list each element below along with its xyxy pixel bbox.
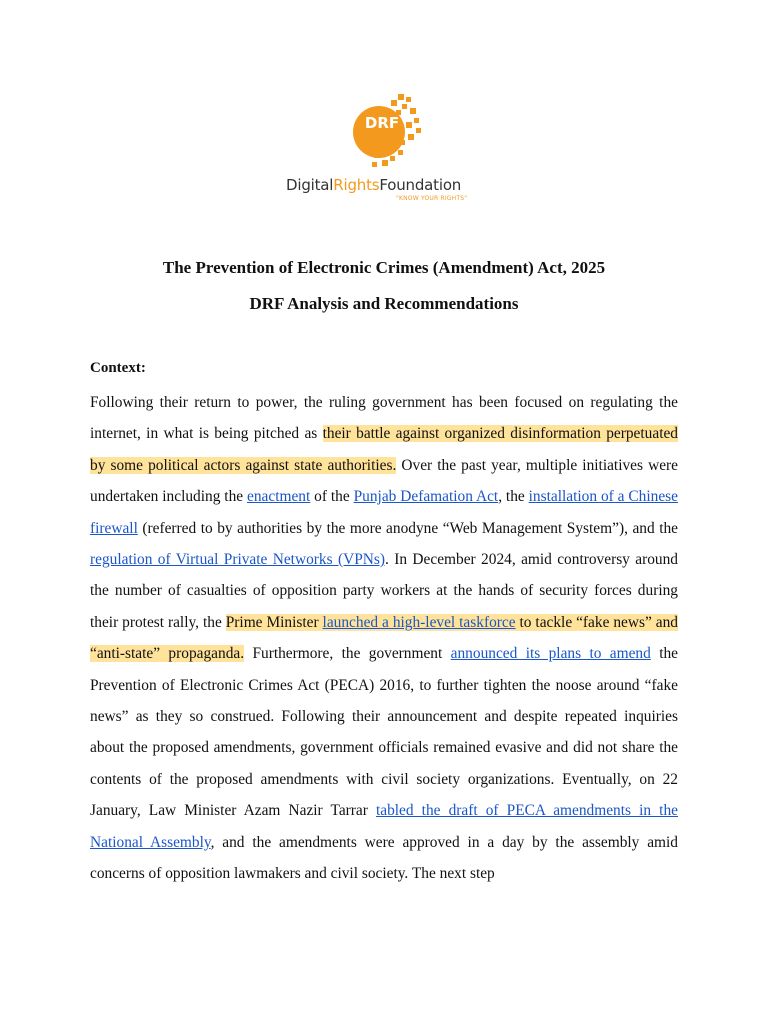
drf-logo-mark: [286, 92, 482, 176]
highlighted-text: their battle against organized disinformation perpetuated by some political actors against state authorities.: [90, 425, 678, 474]
paragraph-text: Following their return to power, the ruling government has been focused on regulating the internet, in what is being pitched as: [90, 394, 678, 443]
paragraph-text: , and the amendments were approved in a day by the assembly amid concerns of opposition lawmakers and civil society. The next step: [90, 833, 678, 883]
inline-link[interactable]: announced its plans to amend: [450, 645, 651, 663]
section-heading-context: Context:: [90, 360, 146, 376]
logo-wordmark: DigitalRightsFoundation: [286, 176, 462, 194]
inline-link[interactable]: enactment: [247, 488, 311, 506]
paragraph-text: the Prevention of Electronic Crimes Act (PECA) 2016, to further tighten the noose around “fake news” as they so construed. Following their announcement and despite repeated inquiries about the proposed amendments, government officials remained evasive and did not share the contents of the proposed amendments with civil society organizations. Eventually, on 22 January, Law Minister Azam Nazir Tarrar: [90, 645, 678, 820]
drf-logo: [286, 92, 482, 210]
paragraph-text: (referred to by authorities by the more anodyne “Web Management System”), and the: [137, 519, 678, 537]
logo-tagline: "KNOW YOUR RIGHTS": [396, 195, 468, 202]
highlighted-text: to tackle “fake news” and “anti-state” propaganda.: [90, 613, 678, 663]
inline-link[interactable]: Punjab Defamation Act: [353, 488, 499, 506]
inline-link[interactable]: launched a high-level taskforce: [322, 613, 516, 631]
paragraph-text: , the: [498, 488, 529, 506]
svg-text:DRF: DRF: [364, 114, 400, 132]
document-subtitle: DRF Analysis and Recommendations: [249, 294, 519, 313]
paragraph-text: . In December 2024, amid controversy around the number of casualties of opposition party workers at the hands of security forces during their protest rally, the: [90, 551, 679, 631]
document-title: The Prevention of Electronic Crimes (Amendment) Act, 2025: [162, 258, 606, 277]
inline-link[interactable]: tabled the draft of PECA amendments in the National Assembly: [90, 802, 678, 851]
highlighted-text: Prime Minister: [225, 613, 323, 631]
paragraph-text: Furthermore, the government: [244, 645, 451, 663]
context-paragraph: [90, 387, 678, 890]
inline-link[interactable]: regulation of Virtual Private Networks (VPNs): [90, 551, 385, 569]
paragraph-text: Over the past year, multiple initiatives were undertaken including the: [90, 456, 678, 506]
inline-link[interactable]: installation of a Chinese firewall: [90, 488, 678, 537]
paragraph-text: of the: [310, 488, 354, 506]
